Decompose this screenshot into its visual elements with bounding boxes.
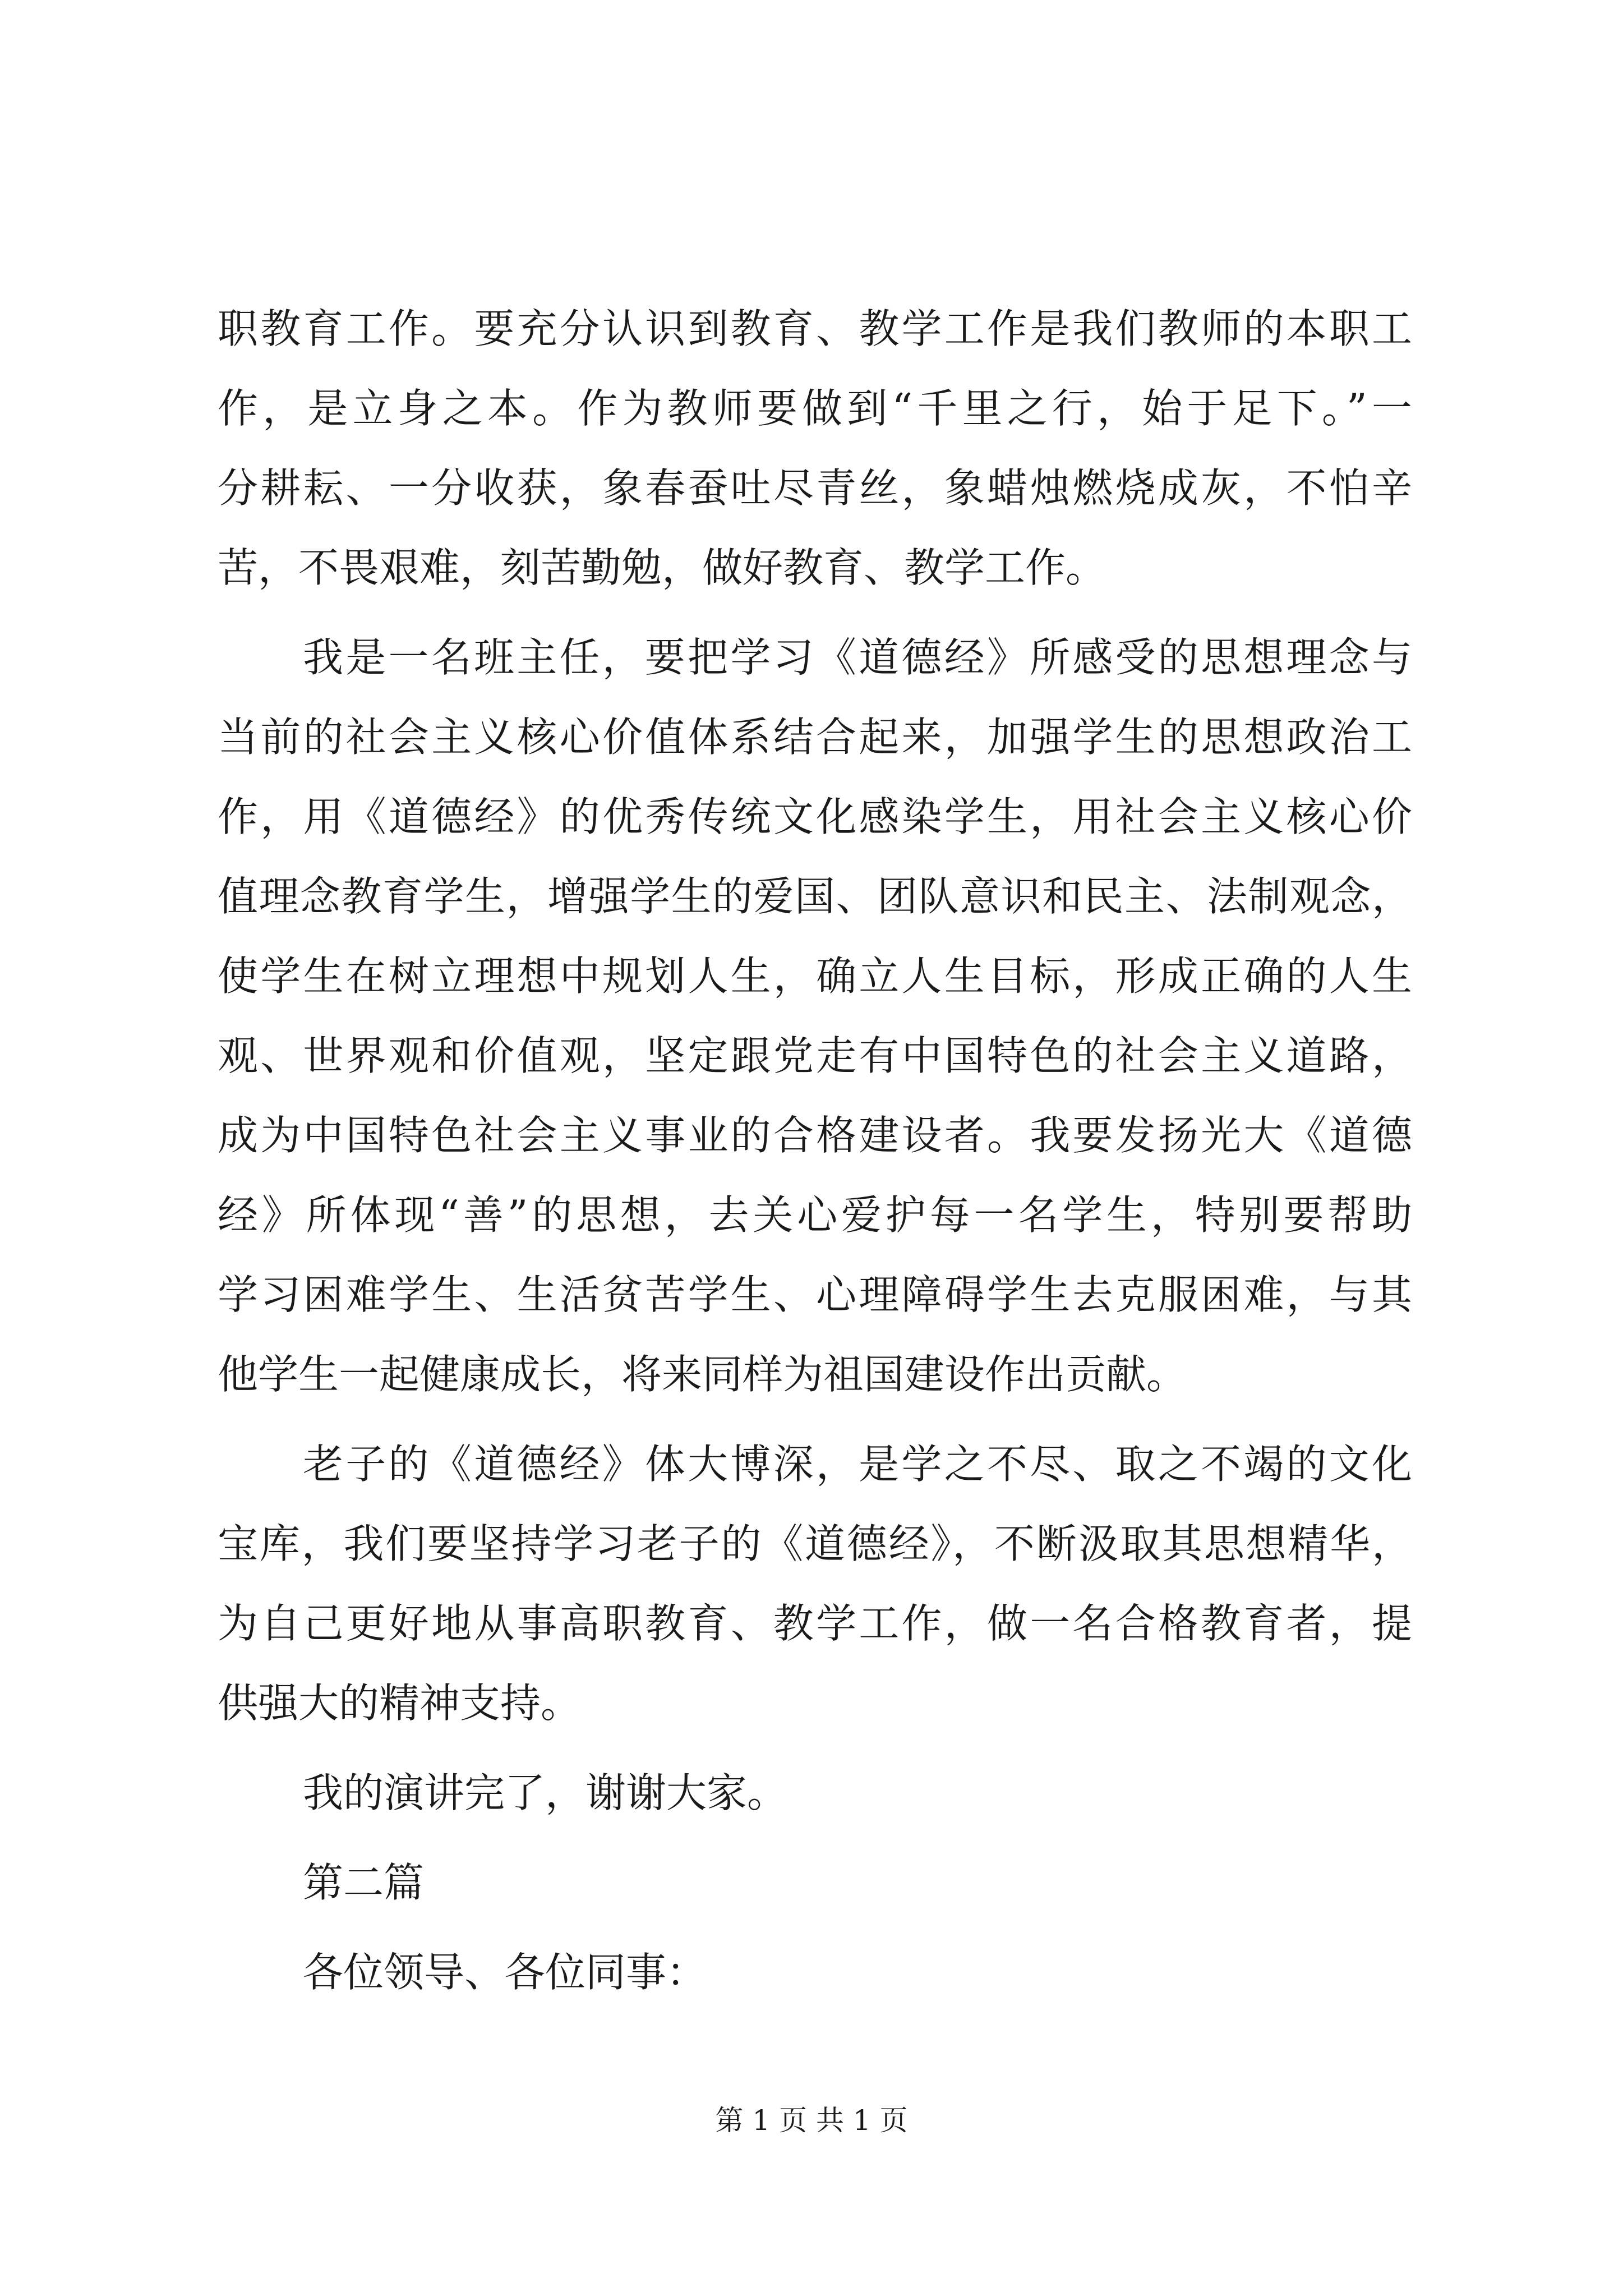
text-line: 当前的社会主义核心价值体系结合起来，加强学生的思想政治工 [218,714,1412,761]
text-line: 苦，不畏艰难，刻苦勤勉，做好教育、教学工作。 [218,544,1106,591]
text-line: 职教育工作。要充分认识到教育、教学工作是我们教师的本职工 [218,305,1412,352]
salutation-line: 各位领导、各位同事： [303,1949,707,1996]
text-line: 观、世界观和价值观，坚定跟党走有中国特色的社会主义道路， [218,1032,1412,1079]
text-line: 值理念教育学生，增强学生的爱国、团队意识和民主、法制观念， [218,873,1412,920]
paragraph [218,618,1412,1414]
text-line: 我是一名班主任，要把学习《道德经》所感受的思想理念与 [303,634,1412,681]
page-number: 第 1 页 共 1 页 [715,2104,908,2137]
text-line: 分耕耘、一分收获，象春蚕吐尽青丝，象蜡烛燃烧成灰，不怕辛 [218,464,1412,512]
paragraph [218,1753,1412,1833]
text-line: 老子的《道德经》体大博深，是学之不尽、取之不竭的文化 [303,1441,1412,1488]
salutation [218,1932,1412,2012]
page-footer [0,2098,1623,2138]
text-line: 经》所体现“善”的思想，去关心爱护每一名学生，特别要帮助 [218,1191,1412,1239]
closing-line: 我的演讲完了，谢谢大家。 [303,1769,788,1816]
text-line: 为自己更好地从事高职教育、教学工作，做一名合格教育者，提 [218,1600,1412,1647]
section-title: 第二篇 [303,1859,425,1906]
paragraph [218,289,1412,608]
text-line: 学习困难学生、生活贫苦学生、心理障碍学生去克服困难，与其 [218,1271,1412,1318]
text-line: 宝库，我们要坚持学习老子的《道德经》，不断汲取其思想精华， [218,1520,1412,1567]
paragraph [218,1424,1412,1743]
section-heading [218,1843,1412,1922]
text-line: 作，用《道德经》的优秀传统文化感染学生，用社会主义核心价 [218,793,1412,840]
text-line: 使学生在树立理想中规划人生，确立人生目标，形成正确的人生 [218,953,1412,1000]
document-body [218,289,1412,2012]
text-line: 供强大的精神支持。 [218,1680,582,1727]
text-line: 他学生一起健康成长，将来同样为祖国建设作出贡献。 [218,1351,1187,1398]
text-line: 成为中国特色社会主义事业的合格建设者。我要发扬光大《道德 [218,1112,1412,1159]
text-line: 作，是立身之本。作为教师要做到“千里之行，始于足下。”一 [218,385,1412,432]
